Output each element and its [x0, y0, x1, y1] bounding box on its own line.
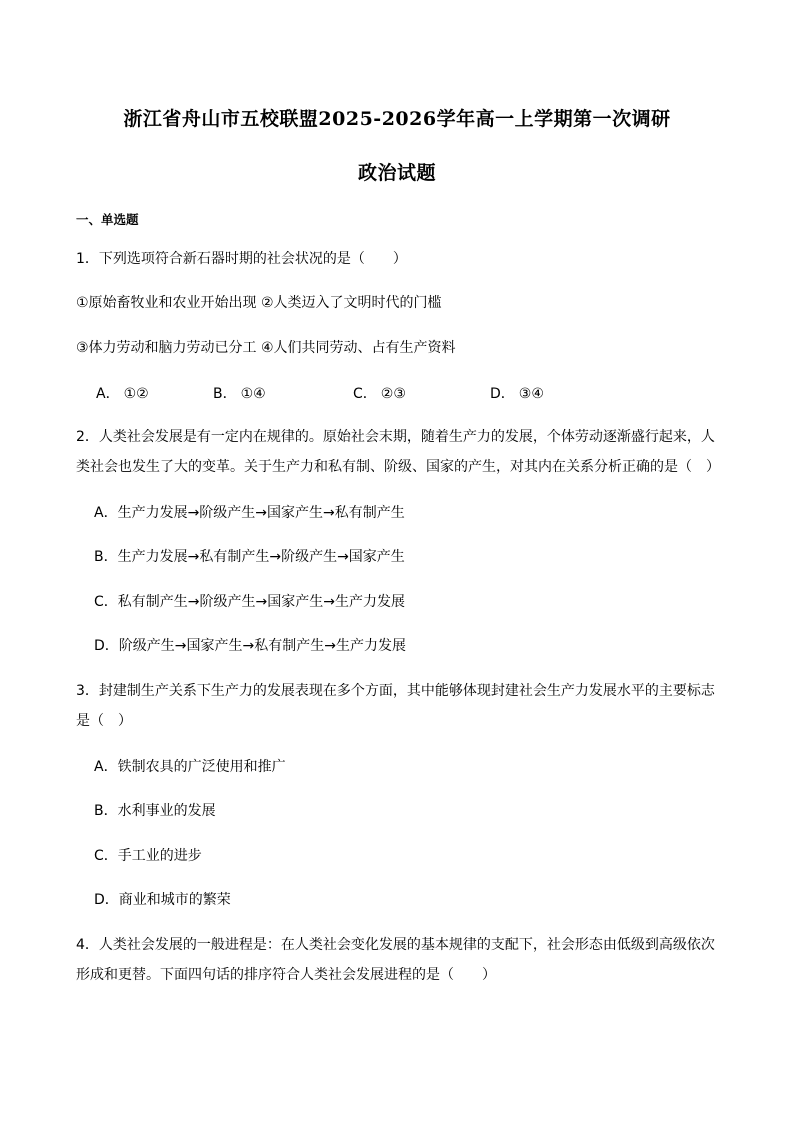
- exam-subtitle: 政治试题: [357, 162, 436, 184]
- option-text: ③④: [518, 386, 544, 402]
- question-2-option-a: A．生产力发展→阶级产生→国家产生→私有制产生: [94, 505, 405, 521]
- option-letter: D．: [490, 386, 515, 402]
- option-text: ②③: [380, 386, 406, 402]
- option-text: ①②: [123, 386, 149, 402]
- question-1-option-c: [353, 383, 406, 403]
- question-3-option-a: A．铁制农具的广泛使用和推广: [94, 759, 286, 775]
- question-1-option-b: [213, 383, 266, 403]
- question-3-option-c: C．手工业的进步: [94, 848, 202, 864]
- option-letter: A．: [96, 386, 120, 402]
- question-3-option-d: D．商业和城市的繁荣: [94, 892, 231, 908]
- option-letter: C．: [353, 386, 377, 402]
- question-2-option-d: D．阶级产生→国家产生→私有制产生→生产力发展: [94, 638, 406, 654]
- option-text: ①④: [240, 386, 266, 402]
- question-1-option-d: [490, 383, 544, 403]
- question-2-option-b: B．生产力发展→私有制产生→阶级产生→国家产生: [94, 549, 405, 565]
- question-1-statements-line-1: ①原始畜牧业和农业开始出现 ②人类迈入了文明时代的门槛: [76, 295, 442, 311]
- exam-title: 浙江省舟山市五校联盟2025-2026学年高一上学期第一次调研: [123, 108, 671, 130]
- question-2-stem-line-1: 2．人类社会发展是有一定内在规律的。原始社会末期，随着生产力的发展，个体劳动逐渐盛行起来，人: [76, 429, 715, 445]
- question-1-stem: 1．下列选项符合新石器时期的社会状况的是（ ）: [76, 251, 407, 267]
- question-4-stem-line-2: 形成和更替。下面四句话的排序符合人类社会发展进程的是（ ）: [76, 967, 496, 983]
- question-4-stem-line-1: 4．人类社会发展的一般进程是：在人类社会变化发展的基本规律的支配下，社会形态由低级到高级依次: [76, 937, 715, 953]
- question-1-options: [0, 383, 794, 403]
- question-2-stem-line-2: 类社会也发生了大的变革。关于生产力和私有制、阶级、国家的产生，对其内在关系分析正确的是（ ）: [76, 459, 720, 475]
- question-2-option-c: C．私有制产生→阶级产生→国家产生→生产力发展: [94, 594, 405, 610]
- question-1-option-a: [96, 383, 149, 403]
- question-3-option-b: B．水利事业的发展: [94, 803, 216, 819]
- question-3-stem-line-2: 是（ ）: [76, 713, 132, 729]
- question-1-statements-line-2: ③体力劳动和脑力劳动已分工 ④人们共同劳动、占有生产资料: [76, 340, 456, 356]
- section-heading: 一、单选题: [76, 212, 139, 227]
- option-letter: B．: [213, 386, 237, 402]
- question-3-stem-line-1: 3．封建制生产关系下生产力的发展表现在多个方面，其中能够体现封建社会生产力发展水平的主要标志: [76, 683, 715, 699]
